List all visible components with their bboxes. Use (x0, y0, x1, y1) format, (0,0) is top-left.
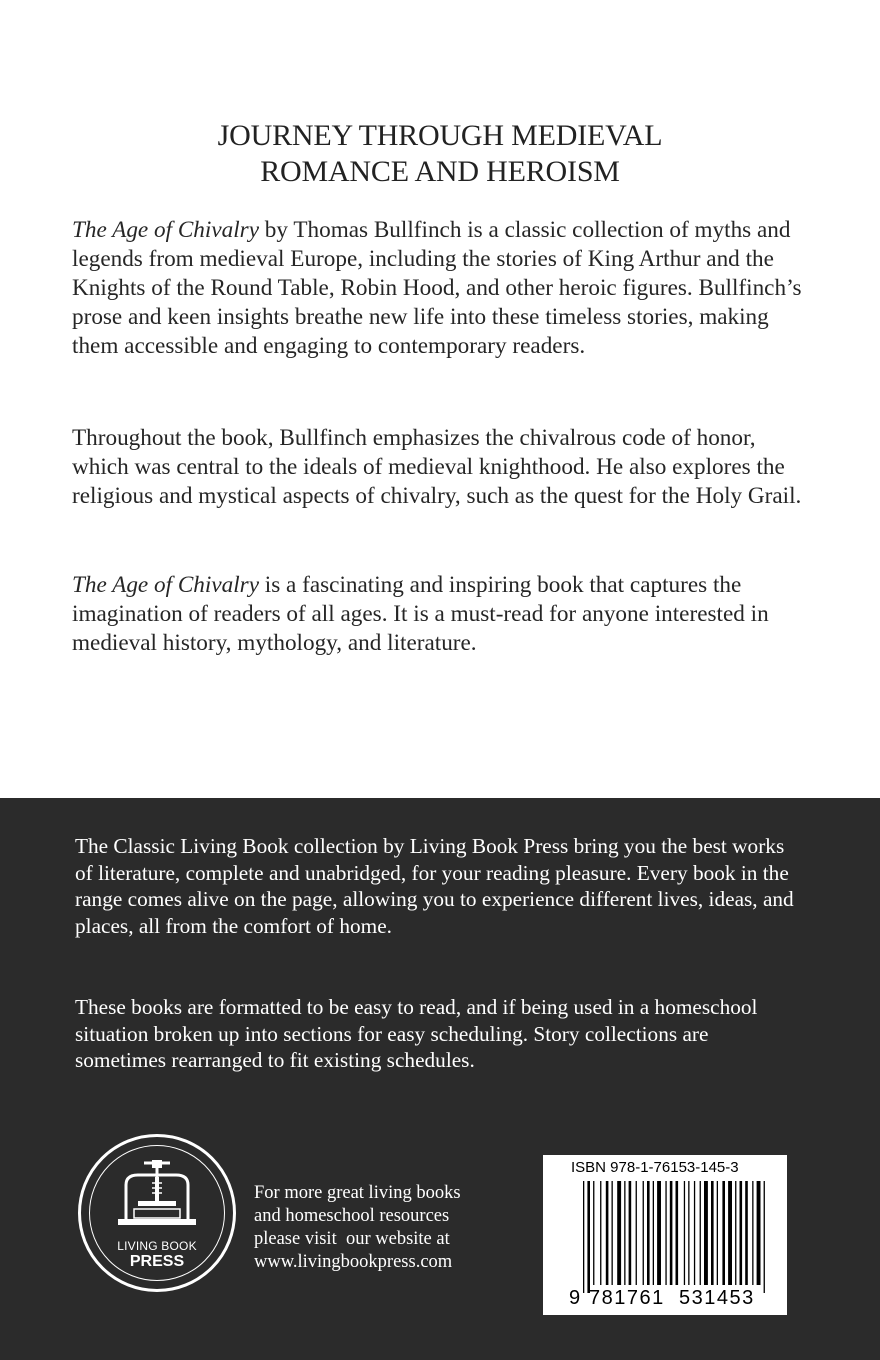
barcode-bar (711, 1181, 714, 1285)
barcode-bar (653, 1181, 654, 1285)
publisher-panel (0, 798, 880, 1360)
barcode-bar (700, 1181, 701, 1285)
barcode-bar (717, 1181, 718, 1285)
description-paragraph-3 (72, 571, 812, 658)
barcode-bar (728, 1181, 732, 1285)
barcode-bar (745, 1181, 748, 1285)
promo-line-1: For more great living books (254, 1183, 461, 1203)
barcode-bar (624, 1181, 625, 1285)
website-promo (254, 1182, 514, 1274)
barcode-bar (629, 1181, 632, 1285)
barcode-bar (617, 1181, 621, 1285)
barcode-bar (587, 1181, 590, 1293)
barcode-digits-right: 531453 (679, 1287, 755, 1309)
isbn-barcode (543, 1155, 787, 1315)
book-title-italic: The Age of Chivalry (72, 572, 259, 598)
barcode-bar (606, 1181, 609, 1285)
barcode-bar (593, 1181, 594, 1285)
barcode-bar (643, 1181, 644, 1285)
barcode-bar (665, 1181, 666, 1285)
barcode-bar (612, 1181, 613, 1285)
promo-line-3: please visit our website at (254, 1229, 450, 1249)
book-title-italic: The Age of Chivalry (72, 217, 259, 243)
barcode-bar (657, 1181, 661, 1285)
logo-text-press: PRESS (129, 1253, 185, 1270)
barcode-bar (583, 1181, 584, 1293)
barcode-bar (704, 1181, 708, 1285)
barcode-digit-first: 9 (569, 1287, 581, 1309)
barcode-bar (757, 1181, 761, 1285)
barcode-bar (684, 1181, 685, 1285)
description-paragraph-1 (72, 216, 812, 361)
barcode-bar (688, 1181, 689, 1285)
barcode-bar (670, 1181, 673, 1285)
barcode-bar (676, 1181, 679, 1285)
description-paragraph-3-body: is a fascinating and inspiring book that captures the imagination of readers of all ages. It is a must-read for anyone interested in medieval history, mythology, and literature. (72, 572, 769, 656)
barcode-bar (722, 1181, 725, 1285)
publisher-logo (78, 1134, 236, 1292)
promo-line-2: and homeschool resources (254, 1206, 450, 1226)
barcode-bar (752, 1181, 753, 1285)
description-paragraph-1-body: by Thomas Bullfinch is a classic collection of myths and legends from medieval Europe, including the stories of King Arthur and the Knights of the Round Table, Robin Hood, and other heroic figures. Bullfinch’s prose and keen insights breathe new life into these timeless stories, making them accessible and engaging to contemporary readers. (72, 217, 802, 359)
barcode-bar (735, 1181, 736, 1285)
barcode-bar (694, 1181, 695, 1285)
headline-line-2: ROMANCE AND HEROISM (260, 155, 620, 188)
promo-website-url[interactable]: www.livingbookpress.com (254, 1252, 453, 1272)
barcode-bar (600, 1181, 601, 1285)
headline-line-1: JOURNEY THROUGH MEDIEVAL (217, 119, 663, 152)
barcode-bar (647, 1181, 650, 1285)
cover-headline (0, 118, 880, 190)
description-paragraph-2: Throughout the book, Bullfinch emphasizes the chivalrous code of honor, which was central to the ideals of medieval knighthood. He also explores the religious and mystical aspects of chivalry, such as the quest for the Holy Grail. (72, 425, 802, 509)
barcode-bar (740, 1181, 743, 1285)
logo-text-living-book: LIVING BOOK (117, 1239, 197, 1253)
collection-paragraph-1: The Classic Living Book collection by Living Book Press bring you the best works of literature, complete and unabridged, for your reading pleasure. Every book in the range comes alive on the page, allowing you to experience different lives, ideas, and places, all from the comfort of home. (75, 834, 794, 938)
barcode-bar (636, 1181, 637, 1285)
barcode-bar (764, 1181, 765, 1293)
book-press-icon (108, 1157, 206, 1237)
isbn-label: ISBN 978-1-76153-145-3 (571, 1159, 739, 1176)
collection-paragraph-2: These books are formatted to be easy to read, and if being used in a homeschool situation broken up into sections for easy scheduling. Story collections are sometimes rearranged to fit existing schedules. (75, 995, 758, 1072)
barcode-digits-left: 781761 (589, 1287, 665, 1309)
